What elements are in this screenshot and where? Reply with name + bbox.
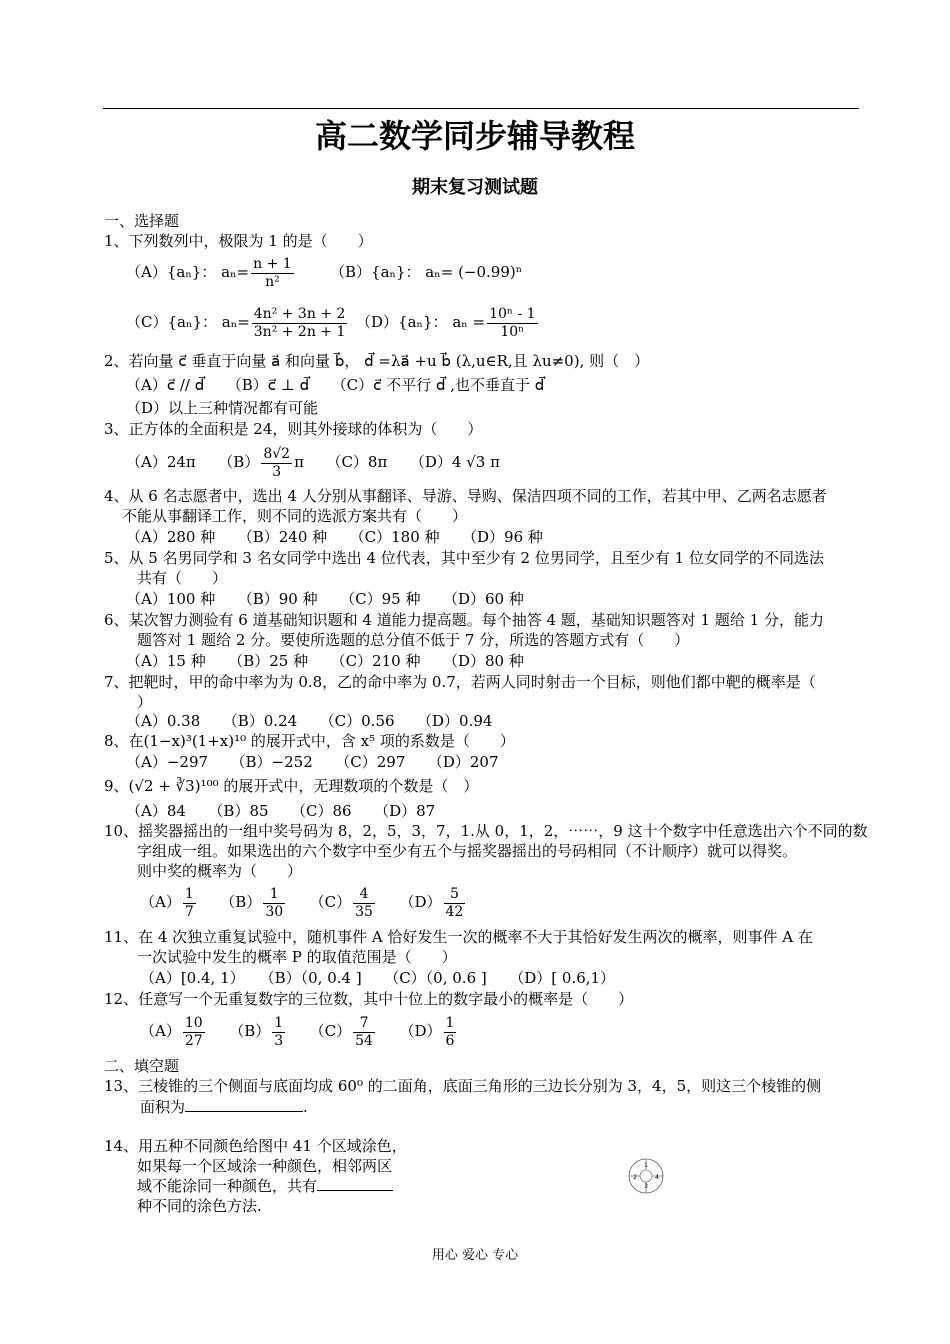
question-5-line-2: 共有（ ） [137,569,228,587]
question-14-text: 域不能涂同一种颜色，共有 [137,1177,318,1195]
question-10-line-3: 则中奖的概率为（ ） [137,862,303,880]
question-14-line-3 [137,1176,393,1196]
denominator: 42 [445,903,464,920]
numerator: 10 [184,1014,203,1031]
fraction [487,306,537,341]
question-3-option-a: （A）24π [126,453,196,471]
option-label: （A） [140,893,181,911]
header-rule [103,108,859,109]
option-label: （D）{aₙ}： aₙ = [356,313,486,331]
question-2-options: （A）c⃗ // d⃗ （B）c⃗ ⊥ d⃗ （C）c⃗ 不平行 d⃗ ,也不垂直于 d⃗ [126,376,545,394]
question-12-stem: 12、任意写一个无重复数字的三位数，其中十位上的数字最小的概率是（ ） [104,990,634,1008]
question-3-option-c: （C）8π [333,453,388,471]
numerator: 1 [274,1014,284,1031]
numerator: 1 [263,886,285,904]
option-label: （C） [317,893,352,911]
denominator: 6 [445,1032,455,1049]
denominator: 7 [184,903,194,920]
fraction [183,1015,205,1050]
question-13-line-2 [140,1097,308,1117]
question-10-line-1: 10、摇奖器摇出的一组中奖号码为 8，2，5，3，7，1.从 0，1，2，⋯⋯，9 这十个数字中任意选出六个不同的数 [104,822,868,840]
section-fill-heading: 二、填空题 [104,1057,180,1075]
option-label: （D） [406,893,442,911]
numerator: 10ⁿ - 1 [489,305,536,322]
option-label: （D） [406,1022,442,1040]
fraction [183,886,196,921]
question-3-options [126,442,500,482]
denominator: 3 [272,463,282,480]
question-12-options [140,1011,458,1051]
denominator: 3n² + 2n + 1 [253,323,346,340]
question-9-stem: 9、(√2 + ∛3)¹⁰⁰ 的展开式中，无理数项的个数是（ ） [104,777,479,795]
fraction [272,1015,285,1050]
option-label: （A）{aₙ}： aₙ= [126,263,250,281]
option-label: （A） [140,1022,181,1040]
question-13-line-1: 13、三棱锥的三个侧面与底面均成 60⁰ 的二面角，底面三角形的三边长分别为 3，4，5，则这三个棱锥的侧 [104,1077,822,1095]
denominator: 35 [355,903,373,920]
region-label: 2 [633,1174,637,1181]
numerator: 4 [353,886,375,904]
fraction [252,306,348,341]
question-1-option-a [126,252,296,292]
denominator: 27 [184,1032,203,1049]
question-1-stem: 1、下列数列中，极限为 1 的是（ ） [104,232,373,250]
denominator: 54 [355,1032,373,1049]
question-11-options: （A）[0.4, 1） （B）（0, 0.4 ] （C）（0, 0.6 ] （D）[ 0.6,1） [140,969,616,987]
numerator: n + 1 [253,255,292,272]
question-13-text: 面积为 [140,1098,186,1116]
denominator: n² [265,273,280,290]
question-1-option-b: （B）{aₙ}： aₙ= (−0.99)ⁿ [330,263,523,281]
question-4-options: （A）280 种 （B）240 种 （C）180 种 （D）96 种 [126,528,543,546]
numerator: 8√2 [263,445,291,462]
option-label: （C）{aₙ}： aₙ= [126,313,250,331]
question-11-line-2: 一次试验中发生的概率 P 的取值范围是（ ） [137,948,457,966]
question-2-option-d: （D）以上三种情况都有可能 [126,399,319,417]
question-14-line-1: 14、用五种不同颜色给图中 41 个区域涂色， [104,1137,407,1155]
numerator: 1 [184,885,194,902]
question-10-options [140,882,467,922]
section-choice-heading: 一、选择题 [104,212,180,230]
question-6-line-1: 6、某次智力测验有 6 道基础知识题和 4 道能力提高题。每个抽答 4 题，基础知识题答对 1 题给 1 分，能力 [104,611,824,629]
fraction [263,886,285,921]
question-8-stem: 8、在(1−x)³(1+x)¹⁰ 的展开式中，含 x⁵ 项的系数是（ ） [104,732,515,750]
question-9-options: （A）84 （B）85 （C）86 （D）87 [126,802,436,820]
question-5-line-1: 5、从 5 名男同学和 3 名女同学中选出 4 位代表，其中至少有 2 位男同学，且至少有 1 位女同学的不同选法 [104,549,824,567]
option-label: （B） [236,1022,271,1040]
numerator: 4n² + 3n + 2 [253,305,346,322]
option-label: （B） [225,453,260,471]
question-4-line-1: 4、从 6 名志愿者中，选出 4 人分别从事翻译、导游、导购、保洁四项不同的工作，若其中甲、乙两名志愿者 [104,487,827,505]
fraction [353,1015,375,1050]
numerator: 7 [353,1015,375,1033]
fraction [261,446,292,481]
numerator: 5 [444,886,466,904]
fraction [444,886,466,921]
period: . [303,1098,308,1116]
fraction [353,886,375,921]
page-title: 高二数学同步辅导教程 [314,117,635,155]
page-subtitle: 期末复习测试题 [412,177,538,198]
question-4-line-2: 不能从事翻译工作，则不同的选派方案共有（ ） [122,507,468,525]
answer-blank[interactable] [317,1176,393,1191]
fraction [444,1015,457,1050]
question-11-line-1: 11、在 4 次独立重复试验中，随机事件 A 恰好发生一次的概率不大于其恰好发生两次的概率，则事件 A 在 [104,928,813,946]
question-3-stem: 3、正方体的全面积是 24，则其外接球的体积为（ ） [104,420,483,438]
question-6-options: （A）15 种 （B）25 种 （C）210 种 （D）80 种 [126,652,524,670]
question-8-options: （A）−297 （B）−252 （C）297 （D）207 [126,753,499,771]
pi-symbol: π [294,453,304,471]
numerator: 1 [445,1014,455,1031]
question-7-options: （A）0.38 （B）0.24 （C）0.56 （D）0.94 [126,712,493,730]
question-3-option-d: （D）4 √3 π [417,453,500,471]
question-10-line-2: 字组成一组。如果选出的六个数字中至少有五个与摇奖器摇出的号码相同（不计顺序）就可以得奖。 [137,842,798,860]
question-2-stem: 2、若向量 c⃗ 垂直于向量 a⃗ 和向量 b⃗， d⃗ =λa⃗ +u b⃗ (λ,u∈R,且 λu≠0), 则（ ） [104,352,650,370]
question-1-option-d [356,302,540,342]
answer-blank[interactable] [185,1097,303,1112]
page-footer: 用心 爱心 专心 [431,1248,519,1263]
region-label: 3 [644,1183,648,1190]
region-figure [627,1157,665,1195]
question-5-options: （A）100 种 （B）90 种 （C）95 种 （D）60 种 [126,590,524,608]
question-14-line-2: 如果每一个区域涂一种颜色，相邻两区 [137,1157,393,1175]
denominator: 3 [274,1032,284,1049]
option-label: （C） [317,1022,352,1040]
region-label: 4 [655,1174,659,1181]
fraction [251,256,294,291]
region-label: 1 [644,1162,648,1169]
inner-circle [640,1170,652,1182]
question-7-line-2: ） [137,693,153,711]
question-1-option-c [126,302,349,342]
question-7-line-1: 7、把靶时，甲的命中率为为 0.8，乙的命中率为 0.7，若两人同时射击一个目标，则他们都中靶的概率是（ [104,673,816,691]
denominator: 10ⁿ [500,323,525,340]
denominator: 30 [265,903,284,920]
question-14-line-4: 种不同的涂色方法. [137,1197,262,1215]
question-6-line-2: 题答对 1 题给 2 分。要使所选题的总分值不低于 7 分，所选的答题方式有（ ） [137,631,690,649]
option-label: （B） [227,893,262,911]
